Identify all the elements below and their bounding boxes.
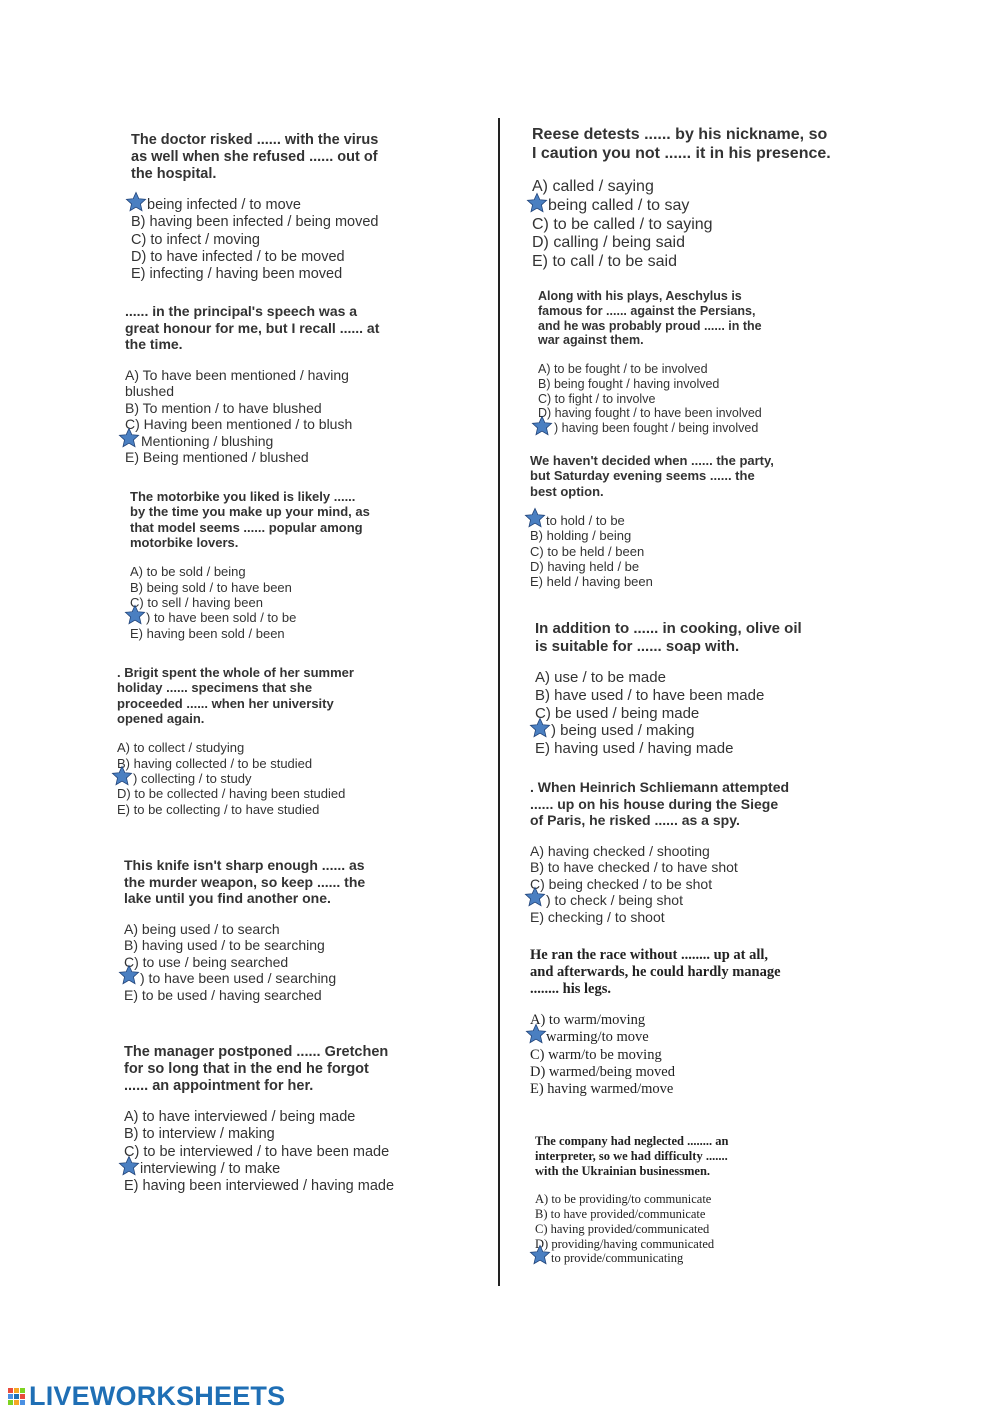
option-text: E) having been interviewed / having made (124, 1177, 395, 1194)
question-stem (530, 947, 781, 998)
star-icon (111, 765, 133, 787)
answer-option[interactable] (125, 433, 379, 450)
star-icon (531, 415, 553, 437)
answer-option[interactable] (538, 421, 762, 436)
option-text: E) having warmed/move (530, 1080, 674, 1097)
answer-option[interactable] (532, 234, 831, 253)
answer-option[interactable] (530, 859, 789, 876)
answer-option[interactable] (125, 416, 379, 433)
answer-options (117, 740, 354, 817)
column-divider (498, 118, 500, 1286)
stem-line: The company had neglected ........ an (535, 1134, 729, 1148)
stem-line: but Saturday evening seems ...... the (530, 468, 755, 484)
stem-line: He ran the race without ........ up at all, (530, 947, 769, 963)
answer-option[interactable] (124, 937, 365, 954)
option-text: B) being sold / to have been (130, 579, 292, 595)
answer-option[interactable] (530, 909, 789, 926)
answer-option[interactable] (530, 892, 789, 909)
answer-option[interactable] (535, 705, 802, 723)
answer-option[interactable] (538, 377, 762, 392)
option-text: E) held / having been (530, 574, 653, 590)
stem-line: holiday ...... specimens that she (117, 680, 313, 696)
option-text: A) use / to be made (535, 669, 666, 687)
question-2 (125, 303, 379, 466)
option-text: A) To have been mentioned / having (125, 366, 349, 383)
option-text: E) to be collecting / to have studied (117, 801, 320, 817)
stem-line: In addition to ...... in cooking, olive oil (535, 620, 802, 637)
option-text: D) providing/having communicated (535, 1236, 715, 1251)
question-stem (530, 453, 774, 499)
option-text: A) to be providing/to communicate (535, 1192, 712, 1207)
option-text: interviewing / to make (140, 1160, 281, 1177)
answer-option[interactable] (530, 544, 774, 559)
answer-option[interactable] (117, 756, 354, 771)
option-text: ) being used / making (551, 722, 695, 740)
stem-line: ...... an appointment for her. (124, 1078, 314, 1095)
option-text: C) to fight / to involve (538, 391, 656, 406)
answer-option[interactable] (530, 843, 789, 860)
question-stem (130, 489, 370, 550)
option-text: ) to have been sold / to be (146, 610, 297, 626)
answer-option[interactable] (530, 528, 774, 543)
stem-line: I caution you not ...... it in his presence. (532, 144, 831, 162)
star-icon (118, 964, 140, 986)
answer-option[interactable] (535, 1222, 728, 1237)
option-text: C) be used / being made (535, 704, 700, 722)
logo-cell (20, 1394, 25, 1399)
option-text: to hold / to be (546, 512, 625, 528)
stem-line: proceeded ...... when her university (117, 695, 334, 711)
stem-line: the murder weapon, so keep ...... the (124, 873, 366, 890)
question-4 (117, 665, 354, 817)
stem-line: is suitable for ...... soap with. (535, 637, 740, 655)
answer-option[interactable] (124, 1109, 394, 1126)
option-text: B) have used / to have been made (535, 687, 765, 705)
answer-options (532, 178, 831, 272)
option-text: E) infecting / having been moved (131, 265, 343, 282)
answer-option[interactable] (117, 771, 354, 786)
question-8 (538, 289, 762, 436)
answer-option[interactable] (124, 970, 365, 987)
option-text: A) called / saying (532, 177, 654, 195)
stem-line: ........ his legs. (530, 981, 611, 998)
question-9 (530, 453, 774, 590)
answer-option[interactable] (130, 580, 370, 595)
option-text: C) to use / being searched (124, 953, 289, 970)
stem-line: by the time you make up your mind, as (130, 504, 370, 520)
stem-line: great honour for me, but I recall ...... at (125, 319, 380, 336)
answer-option[interactable] (131, 266, 378, 283)
star-icon (529, 1244, 551, 1266)
answer-option[interactable] (532, 253, 831, 272)
answer-option[interactable] (130, 564, 370, 579)
answer-options (124, 921, 365, 1004)
option-text: ) having been fought / being involved (554, 421, 759, 435)
answer-option[interactable] (535, 687, 802, 705)
answer-option[interactable] (117, 802, 354, 817)
option-text: C) to sell / having been (130, 594, 263, 610)
option-text: ) collecting / to study (133, 770, 252, 786)
answer-option[interactable] (117, 740, 354, 755)
answer-option[interactable] (124, 921, 365, 938)
option-text: being called / to say (548, 196, 690, 214)
answer-option[interactable] (131, 232, 378, 249)
answer-options (535, 669, 802, 757)
stem-line: the hospital. (131, 166, 217, 183)
answer-option[interactable] (530, 1081, 781, 1098)
answer-options (535, 1192, 728, 1266)
answer-options (530, 1012, 781, 1098)
option-text: A) to warm/moving (530, 1012, 646, 1029)
option-text: to provide/communicating (551, 1251, 684, 1266)
stem-line: interpreter, so we had difficulty ....... (535, 1148, 728, 1163)
answer-option[interactable] (125, 449, 379, 466)
answer-option[interactable] (530, 574, 774, 589)
answer-options (530, 843, 789, 926)
option-text: C) Having been mentioned / to blush (125, 416, 353, 433)
option-text: E) to be used / having searched (124, 986, 322, 1003)
star-icon (524, 507, 546, 529)
logo-mark-icon (8, 1388, 25, 1405)
answer-option[interactable] (124, 1126, 394, 1143)
option-text: being infected / to move (147, 197, 301, 214)
stem-line: . Brigit spent the whole of her summer (117, 665, 354, 680)
stem-line: . When Heinrich Schliemann attempted (530, 779, 790, 795)
star-icon (526, 192, 548, 214)
star-icon (118, 427, 140, 449)
answer-options (530, 513, 774, 590)
stem-line: and afterwards, he could hardly manage (530, 964, 781, 981)
option-text: A) having checked / shooting (530, 842, 710, 859)
answer-option[interactable] (538, 406, 762, 421)
answer-option[interactable] (131, 214, 378, 231)
question-stem (124, 857, 365, 907)
question-10 (535, 620, 802, 758)
answer-options (538, 362, 762, 436)
question-stem (117, 665, 354, 726)
answer-option[interactable] (130, 626, 370, 641)
stem-line: We haven't decided when ...... the party, (530, 453, 774, 468)
stem-line: the time. (125, 336, 183, 353)
question-7 (532, 126, 831, 272)
option-text: D) having fought / to have been involved (538, 406, 762, 421)
logo-cell (8, 1400, 13, 1405)
option-text: E) Being mentioned / blushed (125, 449, 309, 466)
star-icon (529, 717, 551, 739)
option-text: A) being used / to search (124, 920, 280, 937)
stem-line: lake until you find another one. (124, 890, 331, 907)
question-stem (124, 1044, 394, 1095)
option-text: B) having used / to be searching (124, 937, 325, 954)
option-text: A) to have interviewed / being made (124, 1109, 356, 1126)
option-text: ) to check / being shot (546, 892, 683, 909)
answer-option[interactable] (535, 669, 802, 687)
answer-options (130, 564, 370, 641)
option-text: A) to be fought / to be involved (538, 362, 708, 376)
answer-options (125, 367, 379, 466)
option-text: blushed (125, 383, 175, 400)
question-5 (124, 857, 365, 1003)
option-text: Mentioning / blushing (141, 432, 274, 449)
stem-line: for so long that in the end he forgot (124, 1061, 369, 1078)
logo-cell (8, 1388, 13, 1393)
question-6 (124, 1044, 394, 1195)
option-text: ) to have been used / searching (140, 970, 337, 987)
stem-line: ...... up on his house during the Siege (530, 795, 779, 812)
stem-line: as well when she refused ...... out of (131, 149, 378, 166)
star-icon (124, 604, 146, 626)
answer-option[interactable] (532, 178, 831, 197)
answer-option[interactable] (535, 722, 802, 740)
footer-logo[interactable] (8, 1381, 285, 1412)
option-text: B) holding / being (530, 528, 632, 544)
answer-option[interactable] (131, 197, 378, 214)
option-text: D) having held / be (530, 558, 640, 574)
star-icon (118, 1155, 140, 1177)
answer-options (131, 197, 378, 283)
stem-line: war against them. (538, 333, 644, 348)
answer-option[interactable] (124, 1144, 394, 1161)
stem-line: The motorbike you liked is likely ...... (130, 489, 356, 504)
question-12 (530, 947, 781, 1098)
answer-option[interactable] (532, 197, 831, 216)
answer-option[interactable] (124, 987, 365, 1004)
answer-option[interactable] (530, 1012, 781, 1029)
stem-line: that model seems ...... popular among (130, 519, 363, 535)
option-text: B) to interview / making (124, 1126, 275, 1143)
stem-line: famous for ...... against the Persians, (538, 303, 756, 318)
question-stem (538, 289, 762, 348)
answer-option[interactable] (125, 367, 379, 384)
option-text: A) to be sold / being (130, 564, 246, 580)
answer-option[interactable] (530, 1047, 781, 1064)
option-text: C) to be called / to saying (532, 215, 713, 233)
option-text: warming/to move (546, 1029, 649, 1046)
brand-name: LIVEWORKSHEETS (29, 1381, 286, 1411)
logo-cell (20, 1400, 25, 1405)
answer-option[interactable] (130, 610, 370, 625)
answer-option[interactable] (125, 383, 379, 400)
option-text: C) being checked / to be shot (530, 875, 713, 892)
option-text: B) to have checked / to have shot (530, 859, 738, 876)
answer-option[interactable] (535, 740, 802, 758)
option-text: D) to have infected / to be moved (131, 248, 345, 265)
stem-line: best option. (530, 483, 604, 499)
option-text: D) calling / being said (532, 234, 685, 252)
question-stem (532, 126, 831, 164)
stem-line: motorbike lovers. (130, 534, 239, 550)
stem-line: Reese detests ...... by his nickname, so (532, 126, 828, 143)
answer-option[interactable] (535, 1237, 728, 1252)
option-text: C) to be interviewed / to have been made (124, 1143, 390, 1160)
question-11 (530, 779, 789, 925)
option-text: E) having used / having made (535, 740, 734, 758)
answer-option[interactable] (530, 876, 789, 893)
star-icon (525, 1023, 547, 1045)
option-text: C) warm/to be moving (530, 1046, 662, 1063)
option-text: E) to call / to be said (532, 253, 677, 271)
option-text: C) having provided/communicated (535, 1221, 710, 1236)
option-text: B) To mention / to have blushed (125, 399, 322, 416)
answer-option[interactable] (124, 1178, 394, 1195)
answer-option[interactable] (530, 513, 774, 528)
logo-cell (8, 1394, 13, 1399)
answer-option[interactable] (530, 1064, 781, 1081)
option-text: A) to collect / studying (117, 740, 245, 756)
answer-option[interactable] (535, 1207, 728, 1222)
question-stem (125, 303, 379, 353)
stem-line: Along with his plays, Aeschylus is (538, 289, 742, 303)
stem-line: The manager postponed ...... Gretchen (124, 1044, 389, 1060)
question-3 (130, 489, 370, 641)
option-text: E) having been sold / been (130, 625, 285, 641)
stem-line: ...... in the principal's speech was a (125, 303, 358, 319)
stem-line: with the Ukrainian businessmen. (535, 1163, 711, 1178)
logo-cell (14, 1394, 19, 1399)
answer-option[interactable] (535, 1251, 728, 1266)
question-stem (131, 132, 378, 183)
option-text: B) having been infected / being moved (131, 214, 379, 231)
logo-cell (20, 1388, 25, 1393)
answer-option[interactable] (124, 954, 365, 971)
option-text: C) to infect / moving (131, 231, 260, 248)
stem-line: of Paris, he risked ...... as a spy. (530, 812, 740, 829)
stem-line: The doctor risked ...... with the virus (131, 132, 379, 148)
option-text: B) to have provided/communicate (535, 1207, 706, 1221)
question-13 (535, 1134, 728, 1266)
answer-option[interactable] (131, 249, 378, 266)
answer-option[interactable] (125, 400, 379, 417)
answer-options (124, 1109, 394, 1195)
option-text: B) having collected / to be studied (117, 755, 313, 771)
logo-cell (14, 1388, 19, 1393)
option-text: C) to be held / been (530, 543, 645, 559)
question-stem (535, 620, 802, 655)
answer-option[interactable] (124, 1161, 394, 1178)
star-icon (524, 886, 546, 908)
answer-option[interactable] (538, 362, 762, 377)
logo-cell (14, 1400, 19, 1405)
answer-option[interactable] (535, 1192, 728, 1207)
stem-line: opened again. (117, 710, 205, 726)
answer-option[interactable] (532, 216, 831, 235)
question-stem (530, 779, 789, 829)
answer-option[interactable] (130, 595, 370, 610)
answer-option[interactable] (530, 1029, 781, 1046)
answer-option[interactable] (117, 786, 354, 801)
option-text: E) checking / to shoot (530, 908, 665, 925)
option-text: D) to be collected / having been studied (117, 786, 346, 802)
answer-option[interactable] (530, 559, 774, 574)
answer-option[interactable] (538, 392, 762, 407)
stem-line: This knife isn't sharp enough ...... as (124, 857, 365, 873)
star-icon (125, 191, 147, 213)
option-text: B) being fought / having involved (538, 376, 720, 391)
question-stem (535, 1134, 728, 1178)
stem-line: and he was probably proud ...... in the (538, 318, 762, 333)
option-text: D) warmed/being moved (530, 1063, 675, 1080)
question-1 (131, 132, 378, 283)
